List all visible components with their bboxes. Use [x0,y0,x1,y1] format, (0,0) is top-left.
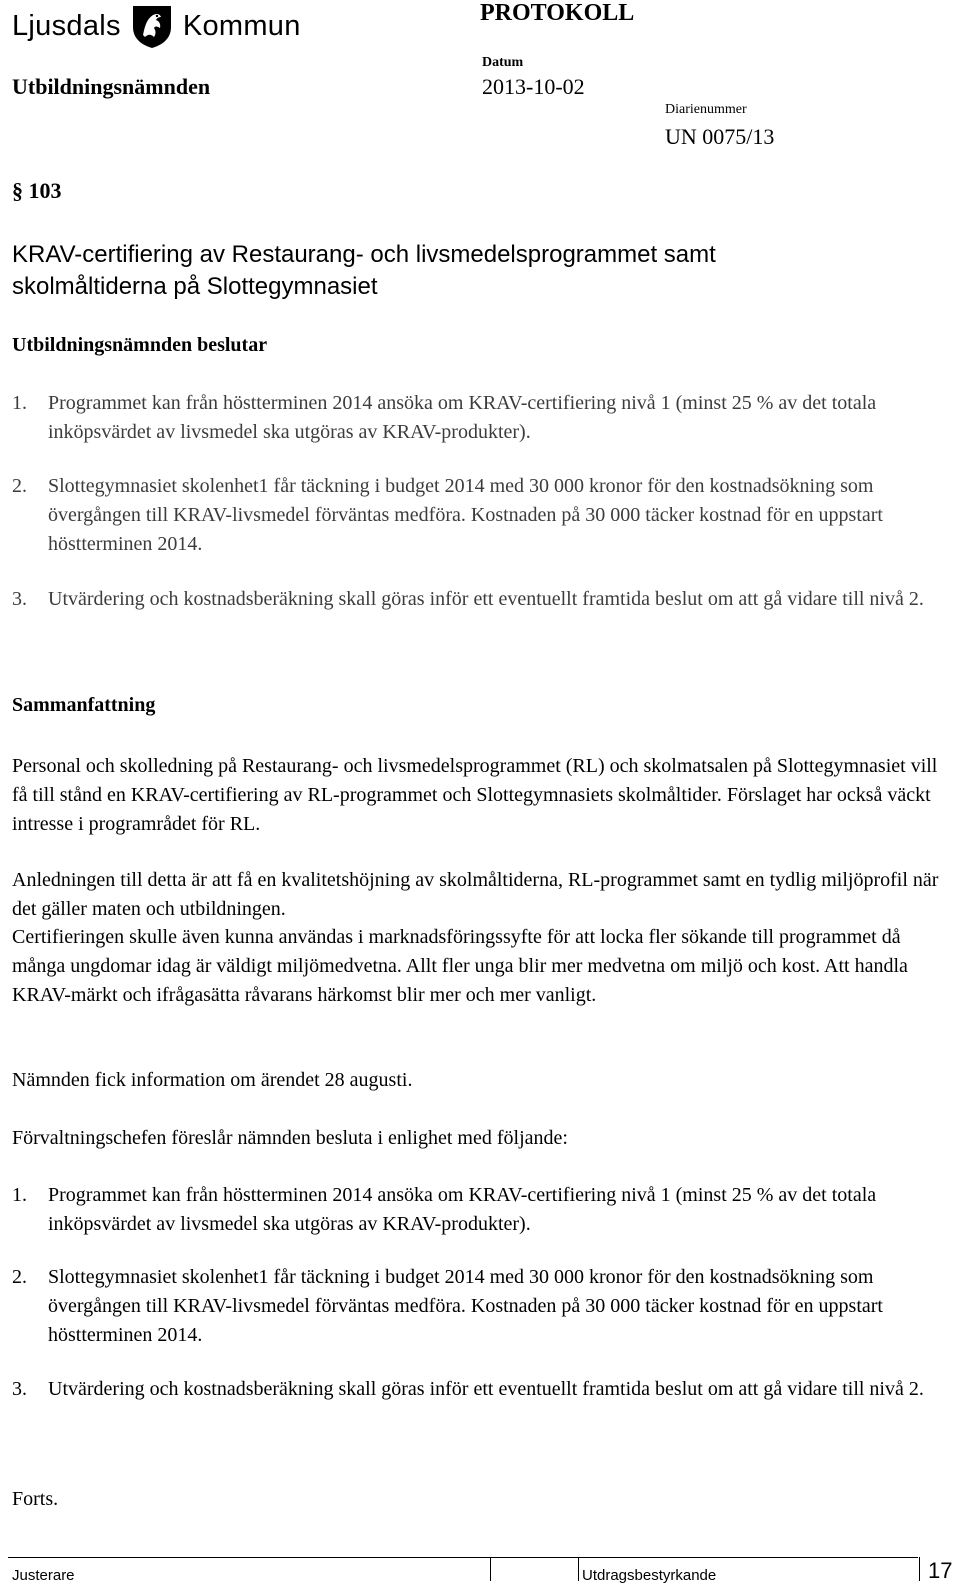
decision-item-number: 3. [12,588,27,610]
summary-paragraph: Nämnden fick information om ärendet 28 augusti. [12,1069,413,1091]
section-title-line: KRAV-certifiering av Restaurang- och livsmedelsprogrammet samt [12,241,716,268]
summary-heading: Sammanfattning [12,694,156,716]
proposal-item-number: 2. [12,1266,27,1288]
decision-item-text: Slottegymnasiet skolenhet1 får täckning i budget 2014 med 30 000 kronor för den kostnadsökning som övergången till KRAV-livsmedel förväntas medföra. Kostnaden på 30 000 täcker kostnad för en uppstart höstterminen 2014. [48,475,883,555]
summary-paragraph: Personal och skolledning på Restaurang- och livsmedelsprogrammet (RL) och skolmatsalen på Slottegymnasiet vill få till stånd en KRAV-certifiering av RL-programmet och Slottegymnasiets skolmåltider. Förslaget har också väckt intresse i programrådet för RL. [12,755,938,835]
proposal-item-number: 3. [12,1378,27,1400]
date-label: Datum [482,55,524,70]
date-value: 2013-10-02 [482,74,585,99]
page-footer [8,1556,952,1582]
decision-item-number: 2. [12,475,27,497]
decision-item-number: 1. [12,392,27,414]
page-number: 17 [928,1558,953,1583]
section-title [12,239,942,303]
certified-label: Utdragsbestyrkande [582,1567,717,1584]
logo-text-right: Kommun [182,10,301,42]
logo-text-left: Ljusdals [12,10,121,42]
document-type: PROTOKOLL [480,0,635,26]
decision-item-text: Programmet kan från höstterminen 2014 ansöka om KRAV-certifiering nivå 1 (minst 25 % av det totala inköpsvärdet av livsmedel ska utgöras av KRAV-produkter). [48,392,877,443]
summary-paragraph: Certifieringen skulle även kunna användas i marknadsföringssyfte för att locka fler sökande till programmet då många ungdomar idag är väldigt miljömedvetna. Allt fler unga blir mer medvetna om miljö och kost. Att handla KRAV-märkt och ifrågasätta råvarans härkomst blir mer och mer vanligt. [12,926,908,1006]
decision-item-text: Utvärdering och kostnadsberäkning skall göras inför ett eventuellt framtida beslut om att gå vidare till nivå 2. [48,588,924,610]
municipality-logo [12,2,301,50]
decision-heading: Utbildningsnämnden beslutar [12,334,268,356]
proposal-item-text: Programmet kan från höstterminen 2014 ansöka om KRAV-certifiering nivå 1 (minst 25 % av det totala inköpsvärdet av livsmedel ska utgöras av KRAV-produkter). [48,1184,877,1235]
signers-label: Justerare [12,1567,75,1584]
summary-paragraph: Anledningen till detta är att få en kvalitetshöjning av skolmåltiderna, RL-programmet samt en tydlig miljöprofil när det gäller maten och utbildningen. [12,869,939,920]
continued-note: Forts. [12,1488,59,1510]
paragraph-sign: § [12,178,23,203]
reference-label: Diarienummer [665,102,747,117]
paragraph-number [12,178,62,204]
proposal-item [12,1375,948,1404]
summary-paragraph: Förvaltningschefen föreslår nämnden besluta i enlighet med följande: [12,1127,568,1149]
decision-item [12,472,948,559]
section-title-line: skolmåltiderna på Slottegymnasiet [12,273,378,300]
paragraph-number-value: 103 [28,178,62,203]
proposal-item-number: 1. [12,1184,27,1206]
decision-item [12,585,948,614]
proposal-item-text: Slottegymnasiet skolenhet1 får täckning i budget 2014 med 30 000 kronor för den kostnadsökning som övergången till KRAV-livsmedel förväntas medföra. Kostnaden på 30 000 täcker kostnad för en uppstart höstterminen 2014. [48,1266,883,1346]
proposal-item [12,1181,948,1239]
proposal-item [12,1263,948,1350]
coat-of-arms-icon [129,3,175,49]
decision-item [12,389,948,447]
proposal-item-text: Utvärdering och kostnadsberäkning skall göras inför ett eventuellt framtida beslut om att gå vidare till nivå 2. [48,1378,924,1400]
committee-name: Utbildningsnämnden [12,74,211,99]
reference-value: UN 0075/13 [665,124,775,149]
signers-box [8,1557,491,1584]
